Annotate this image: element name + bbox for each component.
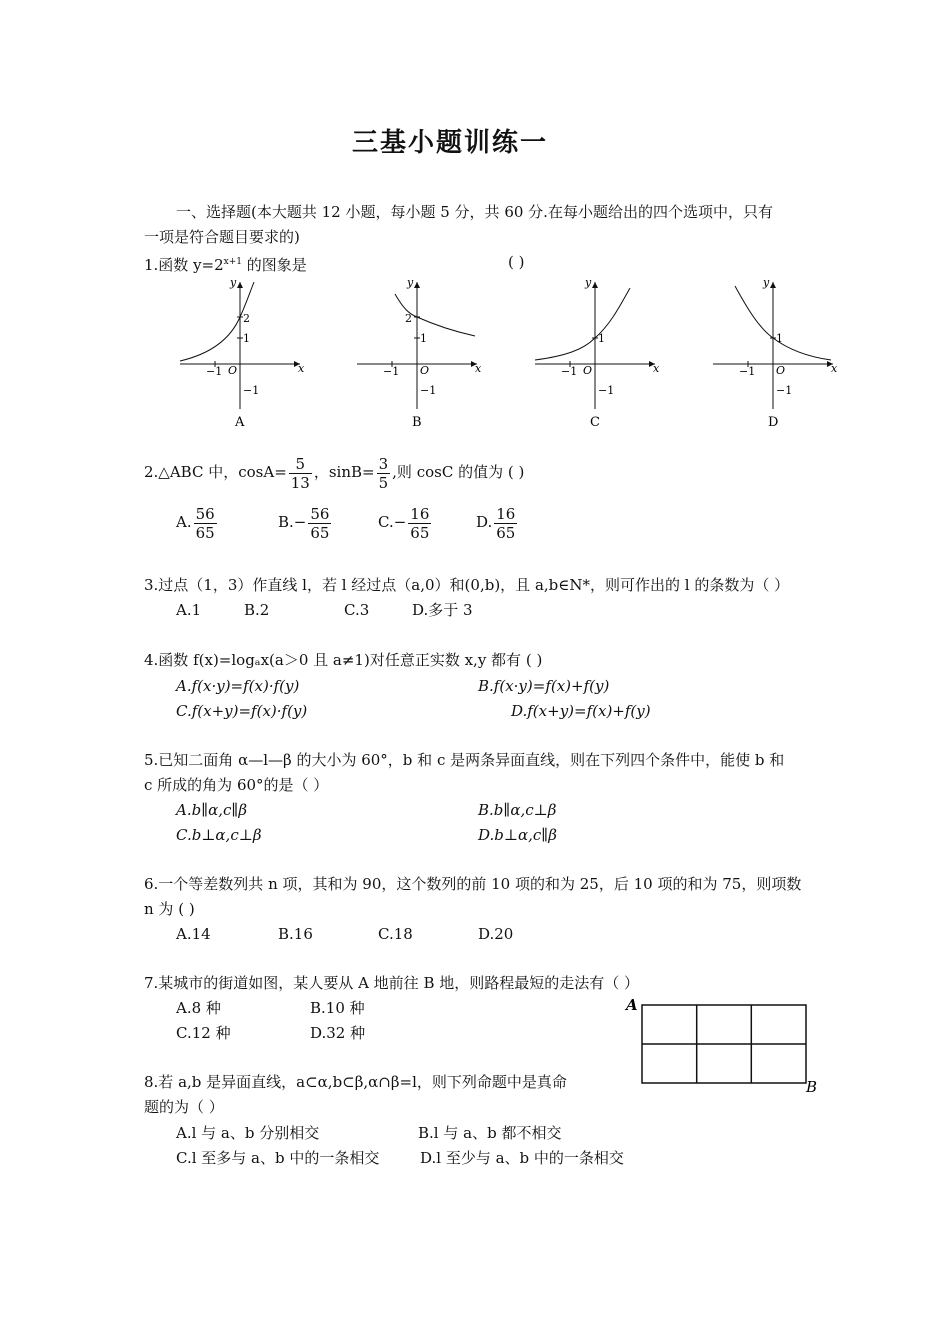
graph-a-neg1-x: −1 [206, 365, 223, 378]
grid-point-a: A [626, 996, 638, 1014]
graph-d-neg1-x: −1 [739, 365, 756, 378]
graph-b-y-label: y [407, 276, 414, 289]
q2-option-a: A. $\frac{56}{65}$ [176, 504, 215, 542]
q8-option-d: D.l 至少与 a、b 中的一条相交 [420, 1149, 624, 1167]
q7-option-c: C.12 种 [176, 1024, 231, 1042]
q1-graphs [170, 274, 890, 434]
q7-option-a: A.8 种 [176, 999, 221, 1017]
graph-a-neg1-y: −1 [243, 384, 260, 397]
q5-option-c: C.b⊥α,c⊥β [176, 826, 262, 844]
graph-c-neg1-y: −1 [598, 384, 615, 397]
section-intro-line2: 一项是符合题目要求的) [144, 228, 300, 246]
q2-option-b: B.− $\frac{56}{65}$ [278, 504, 330, 542]
graph-b-tick-2: 2 [405, 312, 412, 325]
graph-d-tick-1: 1 [776, 332, 783, 345]
q5-stem-line2: c 所成的角为 60°的是（ ） [144, 776, 329, 794]
q4-option-d: D.f(x+y)=f(x)+f(y) [511, 702, 651, 720]
q2-option-d: D. $\frac{16}{65}$ [476, 504, 516, 542]
q2-stem: 2.△ABC 中，cosA= $\frac{5}{13}$ ，sinB= $\frac{3}{5}$ ,则 cosC 的值为 ( ) [144, 454, 525, 492]
graph-a-y-label: y [230, 276, 237, 289]
graph-a-label: A [235, 415, 245, 430]
q3-stem: 3.过点（1，3）作直线 l，若 l 经过点（a,0）和(0,b)，且 a,b∈N*，则可作出的 l 的条数为（ ） [144, 576, 790, 594]
q8-stem-line1: 8.若 a,b 是异面直线，a⊂α,b⊂β,α∩β=l，则下列命题中是真命 [144, 1073, 567, 1091]
graph-b-tick-1: 1 [420, 332, 427, 345]
graph-c-origin: O [583, 364, 593, 377]
graph-d-x-label: x [831, 362, 838, 375]
q5-stem-line1: 5.已知二面角 α—l—β 的大小为 60°，b 和 c 是两条异面直线，则在下列四个条件中，能使 b 和 [144, 751, 785, 769]
q1-stem: 1.函数 $y=2^{x+1}$ 的图象是 [144, 256, 307, 274]
q6-option-d: D.20 [478, 925, 514, 943]
q3-option-d: D.多于 3 [412, 601, 473, 619]
graph-a-tick-1: 1 [243, 332, 250, 345]
graph-b [357, 276, 482, 430]
graph-b-x-label: x [475, 362, 482, 375]
q3-option-b: B.2 [244, 601, 270, 619]
q6-option-c: C.18 [378, 925, 413, 943]
graph-b-origin: O [420, 364, 430, 377]
q7-option-d: D.32 种 [310, 1024, 366, 1042]
graph-c-neg1-x: −1 [561, 365, 578, 378]
q6-stem-line1: 6.一个等差数列共 n 项，其和为 90，这个数列的前 10 项的和为 25，后 10 项的和为 75，则项数 [144, 875, 802, 893]
graph-d [713, 276, 838, 430]
graph-b-neg1-x: −1 [383, 365, 400, 378]
q6-stem-line2: n 为 ( ) [144, 900, 195, 918]
q4-option-a: A.f(x·y)=f(x)·f(y) [176, 677, 300, 695]
graph-d-origin: O [776, 364, 786, 377]
graph-c-y-label: y [585, 276, 592, 289]
q8-option-a: A.l 与 a、b 分别相交 [176, 1124, 320, 1142]
graph-a [180, 276, 305, 430]
q4-option-c: C.f(x+y)=f(x)·f(y) [176, 702, 308, 720]
q5-option-d: D.b⊥α,c∥β [478, 826, 557, 844]
graph-c-tick-1: 1 [598, 332, 605, 345]
graph-b-label: B [412, 415, 422, 430]
q6-option-a: A.14 [176, 925, 211, 943]
graph-d-neg1-y: −1 [776, 384, 793, 397]
graph-d-y-label: y [763, 276, 770, 289]
q2-option-c: C.− $\frac{16}{65}$ [378, 504, 430, 542]
graph-a-tick-2: 2 [243, 312, 250, 325]
q8-stem-line2: 题的为（ ） [144, 1098, 224, 1116]
graph-a-x-label: x [298, 362, 305, 375]
q8-option-c: C.l 至多与 a、b 中的一条相交 [176, 1149, 380, 1167]
q4-option-b: B.f(x·y)=f(x)+f(y) [478, 677, 610, 695]
graph-b-neg1-y: −1 [420, 384, 437, 397]
q7-stem: 7.某城市的街道如图，某人要从 A 地前往 B 地，则路程最短的走法有（ ） [144, 974, 640, 992]
q3-option-c: C.3 [344, 601, 370, 619]
q6-option-b: B.16 [278, 925, 313, 943]
page-title: 三基小题训练一 [352, 128, 549, 158]
section-intro-line1: 一、选择题(本大题共 12 小题，每小题 5 分，共 60 分.在每小题给出的四个选项中，只有 [176, 203, 773, 221]
graph-a-origin: O [228, 364, 238, 377]
q8-option-b: B.l 与 a、b 都不相交 [418, 1124, 562, 1142]
q5-option-b: B.b∥α,c⊥β [478, 801, 557, 819]
graph-d-label: D [768, 415, 779, 430]
q4-stem: 4.函数 f(x)=logₐx(a＞0 且 a≠1)对任意正实数 x,y 都有 ( ) [144, 651, 543, 669]
q1-answer-paren: ( ) [508, 253, 525, 271]
graph-c-label: C [590, 415, 600, 430]
graph-c [535, 276, 660, 430]
q3-option-a: A.1 [176, 601, 202, 619]
q5-option-a: A.b∥α,c∥β [176, 801, 248, 819]
graph-c-x-label: x [653, 362, 660, 375]
q7-option-b: B.10 种 [310, 999, 365, 1017]
grid-point-b: B [806, 1078, 818, 1094]
street-grid [622, 994, 822, 1094]
